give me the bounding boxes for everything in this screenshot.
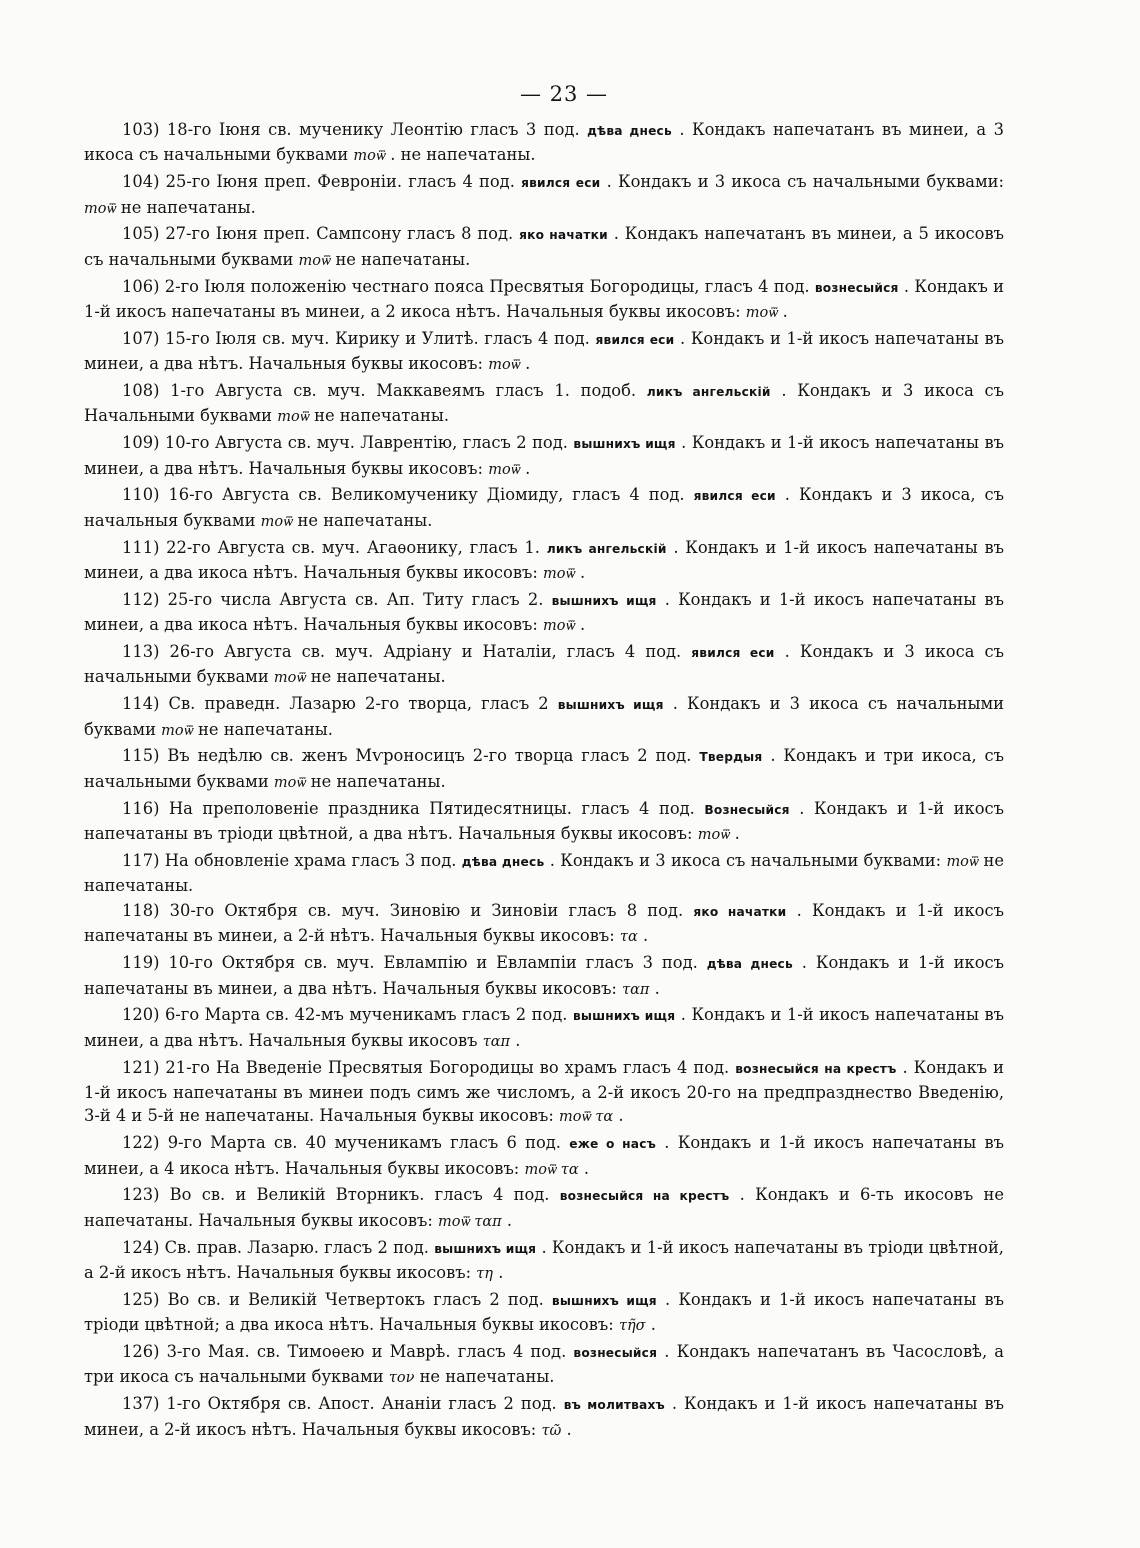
church-slavonic-incipit: яко начатки — [693, 905, 787, 920]
list-item — [84, 327, 1004, 378]
greek-letters: τῆσ — [618, 1318, 646, 1335]
entry-text: . не напечатаны. — [390, 145, 536, 165]
entry-text: . Кондакъ и 1-й икосъ напечатаны въ минеи, а два нѣтъ. Начальныя буквы икосовъ: — [84, 433, 1004, 478]
entry-text: 117) На обновленіе храма гласъ 3 под. — [122, 850, 457, 870]
entry-text: . Кондакъ и 1-й икосъ напечатаны въ минеи, а 4 икоса нѣтъ. Начальныя буквы икосовъ: — [84, 1133, 1005, 1178]
entry-text: . Кондакъ и 1-й икосъ напечатаны въ минеи, а два икоса нѣтъ. Начальныя буквы икосовъ: — [84, 589, 1004, 635]
list-item — [84, 483, 1004, 534]
greek-letters: ταπ — [622, 981, 650, 998]
entry-text: . — [566, 1419, 572, 1439]
greek-letters: тоѿ — [353, 148, 386, 165]
church-slavonic-incipit: Вознесыйся — [704, 802, 790, 817]
greek-letters: тоѿ — [273, 774, 306, 791]
church-slavonic-incipit: вышнихъ ищя — [573, 437, 676, 452]
entry-text: 109) 10-го Августа св. муч. Лаврентію, гласъ 2 под. — [122, 433, 568, 453]
greek-letters: τον — [388, 1370, 415, 1387]
church-slavonic-incipit: вышнихъ ищя — [434, 1241, 537, 1256]
entry-text: 108) 1-го Августа св. муч. Маккавеямъ гласъ 1. подоб. — [122, 381, 637, 401]
entry-text: . — [650, 1315, 656, 1335]
church-slavonic-incipit: явился еси — [693, 489, 776, 504]
entry-text: . — [734, 824, 740, 844]
entry-text: . Кондакъ и 1-й икосъ напечатаны въ тріоди цвѣтной, а 2-й икосъ нѣтъ. Начальныя буквы икосовъ: — [84, 1237, 1004, 1283]
list-item — [84, 431, 1004, 482]
entry-text: 106) 2-го Іюля положенію честнаго пояса Пресвятыя Богородицы, гласъ 4 под. — [122, 276, 810, 296]
entry-text: 113) 26-го Августа св. муч. Адріану и Наталіи, гласъ 4 под. — [122, 642, 682, 662]
entry-text: не напечатаны. — [314, 406, 450, 426]
greek-letters: тоѿ — [543, 618, 575, 635]
list-item — [84, 170, 1004, 221]
entry-text: . Кондакъ и три икоса, съ начальными буквами — [84, 746, 1005, 791]
church-slavonic-incipit: еже о насъ — [569, 1137, 656, 1152]
entry-text: . Кондакъ и 3 икоса съ начальными буквами: — [606, 172, 1004, 192]
list-item — [84, 1236, 1004, 1287]
church-slavonic-incipit: яко начатки — [519, 228, 608, 243]
entry-text: 107) 15-го Іюля св. муч. Кирику и Улитѣ. гласъ 4 под. — [122, 328, 590, 348]
entry-text: 110) 16-го Августа св. Великомученику Діомиду, гласъ 4 под. — [122, 485, 685, 505]
entry-text: . — [618, 1106, 624, 1126]
church-slavonic-incipit: вышнихъ ищя — [551, 1293, 657, 1308]
entry-text: . Кондакъ и 3 икоса съ начальными буквами: — [549, 850, 942, 870]
entry-text: 122) 9-го Марта св. 40 мученикамъ гласъ 6 под. — [122, 1133, 561, 1153]
church-slavonic-incipit: Твердыя — [699, 750, 763, 765]
church-slavonic-incipit: вышнихъ ищя — [572, 1009, 676, 1024]
greek-letters: тоѿ — [946, 853, 979, 870]
entry-text: 112) 25-го числа Августа св. Ап. Титу гласъ 2. — [122, 589, 544, 609]
entry-text: не напечатаны. — [335, 249, 471, 269]
greek-letters: тоѿ — [161, 722, 193, 739]
entry-text: . Кондакъ и 1-й икосъ напечатаны въ минеи, а два нѣтъ. Начальныя буквы икосовъ: — [84, 953, 1004, 998]
entry-text: . Кондакъ и 1-й икосъ напечатаны въ минеи, а два нѣтъ. Начальныя буквы икосовъ: — [84, 328, 1005, 374]
entry-text: . Кондакъ и 1-й икосъ напечатаны въ минеи, а два икоса нѣтъ. Начальныя буквы икосовъ: — [84, 537, 1005, 583]
church-slavonic-incipit: дѣва днесь — [461, 854, 545, 869]
list-item — [84, 849, 1004, 898]
entry-text: не напечатаны. — [310, 771, 446, 791]
entry-text: . — [642, 926, 649, 946]
entry-text: не напечатаны. — [297, 510, 433, 530]
list-item — [84, 379, 1004, 430]
church-slavonic-incipit: явился еси — [595, 332, 675, 347]
entry-text: 119) 10-го Октября св. муч. Евлампію и Евлампіи гласъ 3 под. — [122, 953, 698, 973]
entry-text: . — [498, 1263, 504, 1283]
list-item — [84, 692, 1004, 743]
list-item — [84, 118, 1004, 169]
church-slavonic-incipit: ликъ ангельскій — [646, 385, 771, 400]
entry-text: . Кондакъ и 3 икоса, съ начальныя буквами — [84, 485, 1005, 530]
entry-text: 105) 27-го Іюня преп. Сампсону гласъ 8 под. — [122, 224, 514, 244]
list-item — [84, 899, 1004, 950]
greek-letters: тоѿ — [697, 827, 730, 844]
entry-text: 103) 18-го Іюня св. мученику Леонтію гласъ 3 под. — [122, 120, 580, 139]
entry-text: . Кондакъ и 1-й икосъ напечатаны въ минеи, а 2-й нѣтъ. Начальныя буквы икосовъ: — [84, 901, 1004, 946]
greek-letters: ταπ — [482, 1033, 511, 1050]
entry-text: не напечатаны. — [120, 197, 256, 217]
entry-text: . — [506, 1210, 513, 1230]
page-number: — 23 — — [519, 82, 609, 106]
list-item — [84, 640, 1004, 691]
entry-text: . Кондакъ и 3 икоса съ начальными буквами — [84, 694, 1004, 739]
greek-letters: τῶ — [541, 1422, 562, 1439]
entry-text: . — [525, 458, 531, 478]
list-item — [84, 1183, 1004, 1234]
entry-text: 126) 3-го Мая. св. Тимоѳею и Маврѣ. гласъ 4 под. — [122, 1342, 567, 1362]
entry-text: . — [583, 1158, 589, 1178]
church-slavonic-incipit: ликъ ангельскій — [546, 541, 667, 556]
entry-text: 137) 1-го Октября св. Апост. Ананіи гласъ 2 под. — [122, 1394, 557, 1414]
entry-text: . — [654, 978, 660, 998]
document-page — [84, 78, 1004, 1444]
entry-text: 120) 6-го Марта св. 42-мъ мученикамъ гласъ 2 под. — [122, 1005, 568, 1025]
entry-text: . Кондакъ и 1-й икосъ напечатаны въ минеи, а два нѣтъ. Начальныя буквы икосовъ — [84, 1005, 1004, 1050]
entry-text: 116) На преполовеніе праздника Пятидесятницы. гласъ 4 под. — [122, 798, 695, 818]
entry-text: не напечатаны. — [419, 1367, 555, 1387]
greek-letters: тоѿ — [745, 305, 778, 322]
church-slavonic-incipit: вознесыйся — [814, 280, 899, 295]
entry-text: 124) Св. прав. Лазарю. гласъ 2 под. — [122, 1237, 429, 1257]
church-slavonic-incipit: вышнихъ ищя — [557, 698, 664, 713]
church-slavonic-incipit: явился еси — [691, 646, 775, 661]
church-slavonic-incipit: дѣва днесь — [706, 957, 793, 972]
entry-text: 121) 21-го На Введеніе Пресвятыя Богородицы во храмъ гласъ 4 под. — [122, 1057, 730, 1077]
entry-text: . — [782, 302, 788, 322]
list-item — [84, 951, 1004, 1002]
entry-text: . Кондакъ и 3 икоса съ начальными буквами — [84, 642, 1004, 687]
entry-text: . Кондакъ напечатанъ въ минеи, а 5 икосовъ съ начальными буквами — [84, 224, 1004, 269]
entry-text: . Кондакъ и 1-й икосъ напечатаны въ тріоди цвѣтной, а два нѣтъ. Начальныя буквы икосовъ: — [84, 798, 1004, 844]
entry-text: . — [515, 1030, 521, 1050]
church-slavonic-incipit: вышнихъ ищя — [551, 593, 657, 608]
greek-letters: тоѿ τα — [559, 1109, 614, 1126]
greek-letters: τα — [619, 929, 638, 946]
list-item — [84, 536, 1004, 587]
greek-letters: тоѿ — [273, 670, 306, 687]
entry-list — [84, 118, 1004, 1443]
entry-text: . — [579, 615, 586, 635]
entry-text: 125) Во св. и Великій Четвертокъ гласъ 2 под. — [122, 1289, 544, 1309]
greek-letters: тоѿ — [298, 252, 331, 269]
list-item — [84, 1288, 1004, 1339]
entry-text: . — [579, 563, 586, 583]
list-item — [84, 1056, 1004, 1130]
church-slavonic-incipit: вознесыйся — [573, 1346, 658, 1361]
entry-text: 111) 22-го Августа св. муч. Агаѳонику, гласъ 1. — [122, 537, 540, 557]
greek-letters: тоѿ — [277, 409, 309, 426]
greek-letters: тоѿ — [84, 200, 116, 217]
entry-text: . Кондакъ и 1-й икосъ напечатаны въ минеи подъ симъ же числомъ, а 2-й икосъ 20-го на предпразднество Введенію, 3-й 4 и 5-й не напечатаны. Начальныя буквы икосовъ: — [84, 1057, 1004, 1126]
church-slavonic-incipit: явился еси — [521, 176, 601, 191]
entry-text: . Кондакъ и 3 икоса съ Начальными буквами — [84, 381, 1004, 426]
church-slavonic-incipit: вознесыйся на крестъ — [559, 1189, 730, 1204]
list-item — [84, 222, 1004, 273]
entry-text: 104) 25-го Іюня преп. Февроніи. гласъ 4 под. — [122, 172, 515, 192]
greek-letters: тоѿ — [488, 461, 520, 478]
list-item — [84, 1003, 1004, 1054]
list-item — [84, 744, 1004, 795]
greek-letters: тоѿ τα — [524, 1161, 579, 1178]
greek-letters: тоѿ — [488, 357, 520, 374]
church-slavonic-incipit: въ молитвахъ — [563, 1398, 665, 1413]
church-slavonic-incipit: дѣва днесь — [587, 124, 672, 138]
entry-text: 123) Во св. и Великій Вторникъ. гласъ 4 под. — [122, 1185, 550, 1205]
entry-text: . Кондакъ и 6-ть икосовъ не напечатаны. Начальныя буквы икосовъ: — [84, 1185, 1004, 1230]
list-item — [84, 275, 1004, 326]
greek-letters: тоѿ ταπ — [438, 1213, 502, 1230]
entry-text: . Кондакъ напечатанъ въ Часословѣ, а три икоса съ начальными буквами — [84, 1342, 1004, 1387]
entry-text: 115) Въ недѣлю св. женъ Мѵроносицъ 2-го творца гласъ 2 под. — [122, 746, 692, 766]
entry-text: 118) 30-го Октября св. муч. Зиновію и Зиновіи гласъ 8 под. — [122, 901, 684, 921]
entry-text: не напечатаны. — [310, 667, 446, 687]
greek-letters: тоѿ — [543, 566, 575, 583]
list-item — [84, 1392, 1004, 1443]
entry-text: . Кондакъ и 1-й икосъ напечатаны въ минеи, а 2-й икосъ нѣтъ. Начальныя буквы икосовъ: — [84, 1394, 1004, 1439]
entry-text: . Кондакъ напечатанъ въ минеи, а 3 икоса съ начальными буквами — [84, 120, 1004, 165]
church-slavonic-incipit: вознесыйся на крестъ — [735, 1061, 897, 1076]
list-item — [84, 588, 1004, 639]
greek-letters: тоѿ — [260, 513, 293, 530]
entry-text: не напечатаны. — [198, 719, 333, 739]
entry-text: . — [525, 354, 531, 374]
list-item — [84, 1131, 1004, 1182]
greek-letters: τη — [476, 1266, 493, 1283]
entry-text: не напечатаны. — [84, 850, 1004, 896]
entry-text: . Кондакъ и 1-й икосъ напечатаны въ минеи, а 2 икоса нѣтъ. Начальныя буквы икосовъ: — [84, 276, 1005, 322]
entry-text: 114) Св. праведн. Лазарю 2-го творца, гласъ 2 — [122, 694, 549, 714]
list-item — [84, 1340, 1004, 1391]
list-item — [84, 797, 1004, 848]
entry-text: . Кондакъ и 1-й икосъ напечатаны въ тріоди цвѣтной; а два икоса нѣтъ. Начальныя буквы икосовъ: — [84, 1289, 1004, 1335]
